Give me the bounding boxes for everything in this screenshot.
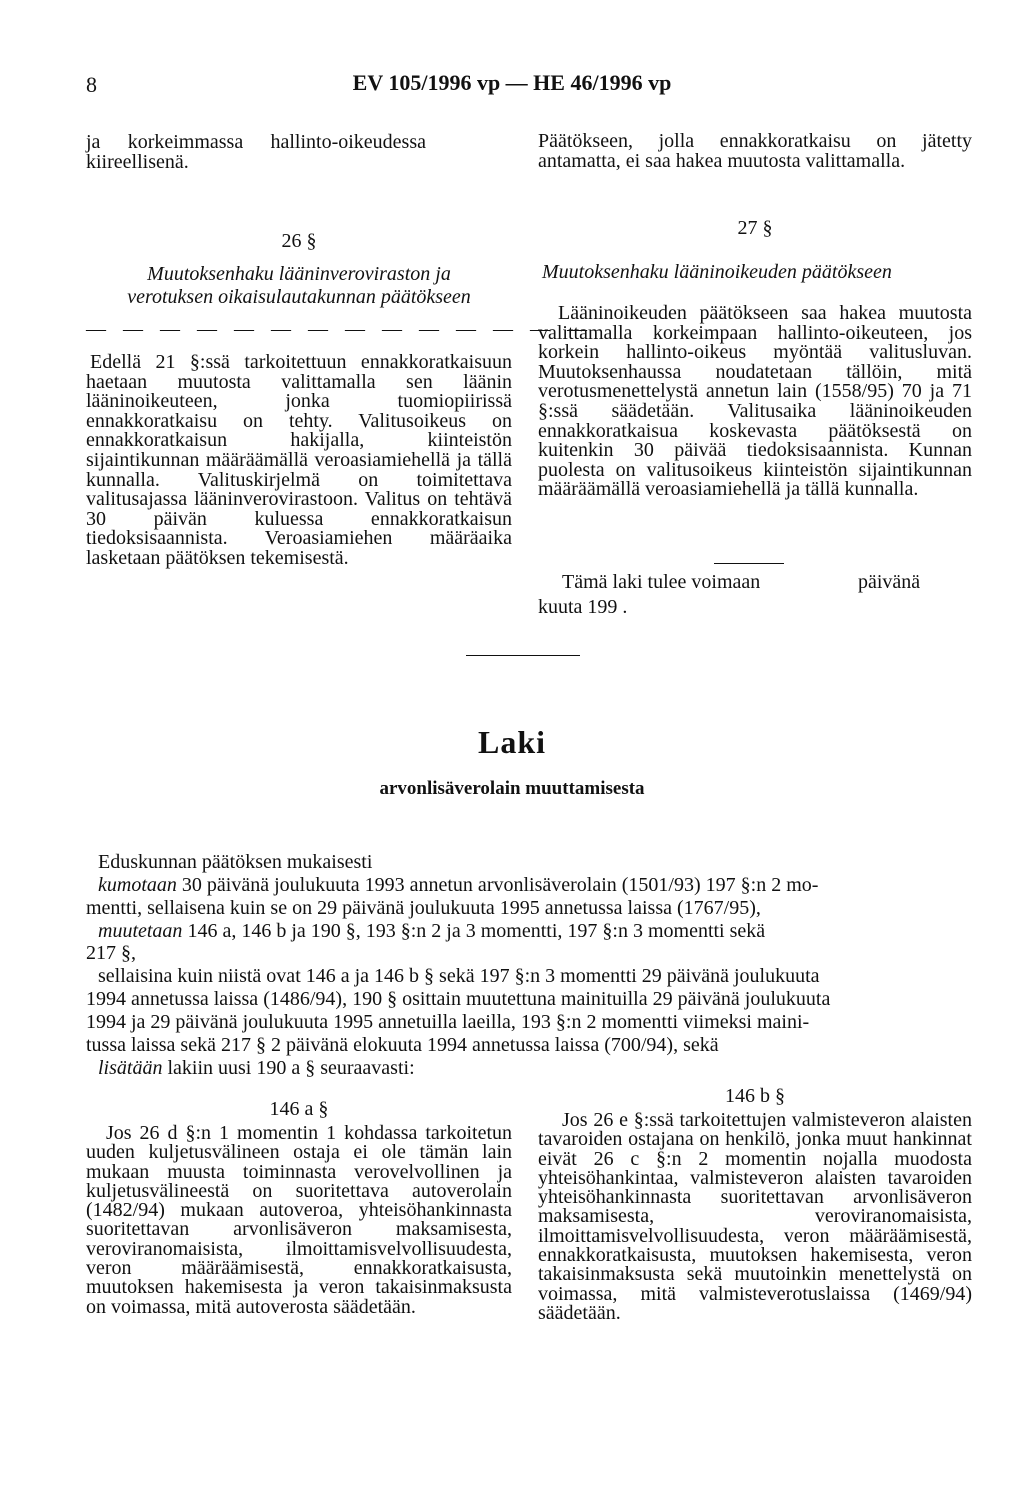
preamble-line-6: 1994 annetussa laissa (1486/94), 190 § osittain muutettuna mainituilla 29 päivänä joulukuuta <box>86 988 831 1010</box>
law-separator-rule <box>466 655 580 656</box>
preamble-line-9-text: lakiin uusi 190 a § seuraavasti: <box>162 1057 415 1079</box>
enactment-line-2: kuuta 199 . <box>538 596 628 618</box>
section-146a-number: 146 a § <box>269 1098 329 1120</box>
enactment-line-1a: Tämä laki tulee voimaan <box>562 571 761 593</box>
preamble-line-8: tussa laissa sekä 217 § 2 päivänä elokuuta 1994 annetussa laissa (700/94), sekä <box>86 1034 719 1056</box>
preamble-intro: Eduskunnan päätöksen mukaisesti <box>98 851 373 873</box>
section-27-body: Lääninoikeuden päätökseen saa hakea muutosta valittamalla korkeimpaan hallinto-oikeuteen, jos korkein hallinto-oikeus myöntää valitusluvan. Muutoksenhaussa noudatetaan tällöin, mitä verotusmenettelystä annetun lain (1558/95) 70 ja 71 §:ssä säädetään. Valitusaika lääninoikeuden ennakkoratkaisua koskevasta päätöksestä on kuitenkin 30 päivää tiedoksisaannista. Kunnan puolesta on valitusoikeus kiinteistön sijaintikunnan määräämällä veroasiamiehellä ja tällä kunnalla. <box>538 302 972 501</box>
law-subtitle: arvonlisäverolain muuttamisesta <box>379 778 645 799</box>
law-title: Laki <box>477 724 547 760</box>
law-preamble <box>86 852 972 1078</box>
section-27-number: 27 § <box>737 217 773 239</box>
preamble-line-3 <box>86 921 972 941</box>
separator-short-rule <box>714 563 784 564</box>
preamble-line-9 <box>86 1058 972 1078</box>
running-header: EV 105/1996 vp — HE 46/1996 vp <box>352 70 672 95</box>
section-26-title-line-1: Muutoksenhaku lääninveroviraston ja <box>147 263 451 285</box>
enactment-line-1b: päivänä <box>858 571 921 593</box>
omission-dashes: — — — — — — — — — — — — — — <box>86 318 593 340</box>
right-continuation-text: Päätökseen, jolla ennakkoratkaisu on jätetty antamatta, ei saa hakea muutosta valittamalla. <box>538 130 972 172</box>
left-continuation-text: ja korkeimmassa hallinto-oikeudessa kiireellisenä. <box>86 131 426 173</box>
muutetaan-keyword: muutetaan <box>98 920 183 942</box>
preamble-line-5: sellaisina kuin niistä ovat 146 a ja 146 b § sekä 197 §:n 3 momentti 29 päivänä joulukuuta <box>98 965 820 987</box>
section-26-title-line-2: verotuksen oikaisulautakunnan päätökseen <box>127 286 471 308</box>
preamble-line-1 <box>86 875 972 895</box>
kumotaan-keyword: kumotaan <box>98 874 177 896</box>
section-26-body: Edellä 21 §:ssä tarkoitettuun ennakkoratkaisuun haetaan muutosta valittamalla sen läänin lääninoikeuteen, jonka tuomiopiirissä ennakkoratkaisu on tehty. Valitusoikeus on ennakkoratkaisun hakijalla, kiinteistön sijaintikunnan määräämällä veroasiamiehellä ja tällä kunnalla. Valituskirjelmä on toimitettava valitusajassa lääninverovirastoon. Valitus on tehtävä 30 päivän kuluessa ennakkoratkaisun tiedoksisaannista. Veroasiamiehen määräaika lasketaan päätöksen tekemisestä. <box>86 351 512 569</box>
lisataan-keyword: lisätään <box>98 1057 163 1079</box>
preamble-line-2: mentti, sellaisena kuin se on 29 päivänä joulukuuta 1995 annetussa laissa (1767/95), <box>86 897 761 919</box>
section-146a-body: Jos 26 d §:n 1 momentin 1 kohdassa tarkoitetun uuden kuljetusvälineen ostaja ei ole tämän lain mukaan muusta toiminnasta verovelvollinen ja kuljetusvälineestä on suoritettava autoverolain (1482/94) mukaan autoveroa, yhteisöhankinnasta suoritettavan arvonlisäveron maksamisesta, veroviranomaisista, ilmoittamisvelvollisuudesta, veron määräämisestä, ennakkoratkaisusta, muutoksen hakemisesta ja veron takaisinmaksusta on voimassa, mitä autoverosta säädetään. <box>86 1122 512 1318</box>
page-number: 8 <box>86 72 97 97</box>
section-27-title: Muutoksenhaku lääninoikeuden päätökseen <box>542 261 892 283</box>
preamble-line-3-text: 146 a, 146 b ja 190 §, 193 §:n 2 ja 3 momentti, 197 §:n 3 momentti sekä <box>182 920 766 942</box>
preamble-line-1-text: 30 päivänä joulukuuta 1993 annetun arvonlisäverolain (1501/93) 197 §:n 2 mo- <box>176 874 819 896</box>
section-146b-number: 146 b § <box>725 1085 785 1107</box>
section-146b-body: Jos 26 e §:ssä tarkoitettujen valmisteveron alaisten tavaroiden ostajana on henkilö, jonka muut hankinnat eivät 26 c §:n 2 momentin nojalla muodosta yhteisöhankintaa, valmisteveron alaisten tavaroiden yhteisöhankinnasta suoritettavan arvonlisäveron maksamisesta, veroviranomaisista, ilmoittamisvelvollisuudesta, veron määräämisestä, ennakkoratkaisusta, muutoksen hakemisesta, veron takaisinmaksusta sekä muutoinkin menettelystä on voimassa, mitä valmisteverotuslaissa (1469/94) säädetään. <box>538 1109 972 1324</box>
preamble-line-4: 217 §, <box>86 942 136 964</box>
section-26-number: 26 § <box>281 230 317 252</box>
preamble-line-7: 1994 ja 29 päivänä joulukuuta 1995 annetuilla laeilla, 193 §:n 2 momentti viimeksi maini- <box>86 1011 810 1033</box>
